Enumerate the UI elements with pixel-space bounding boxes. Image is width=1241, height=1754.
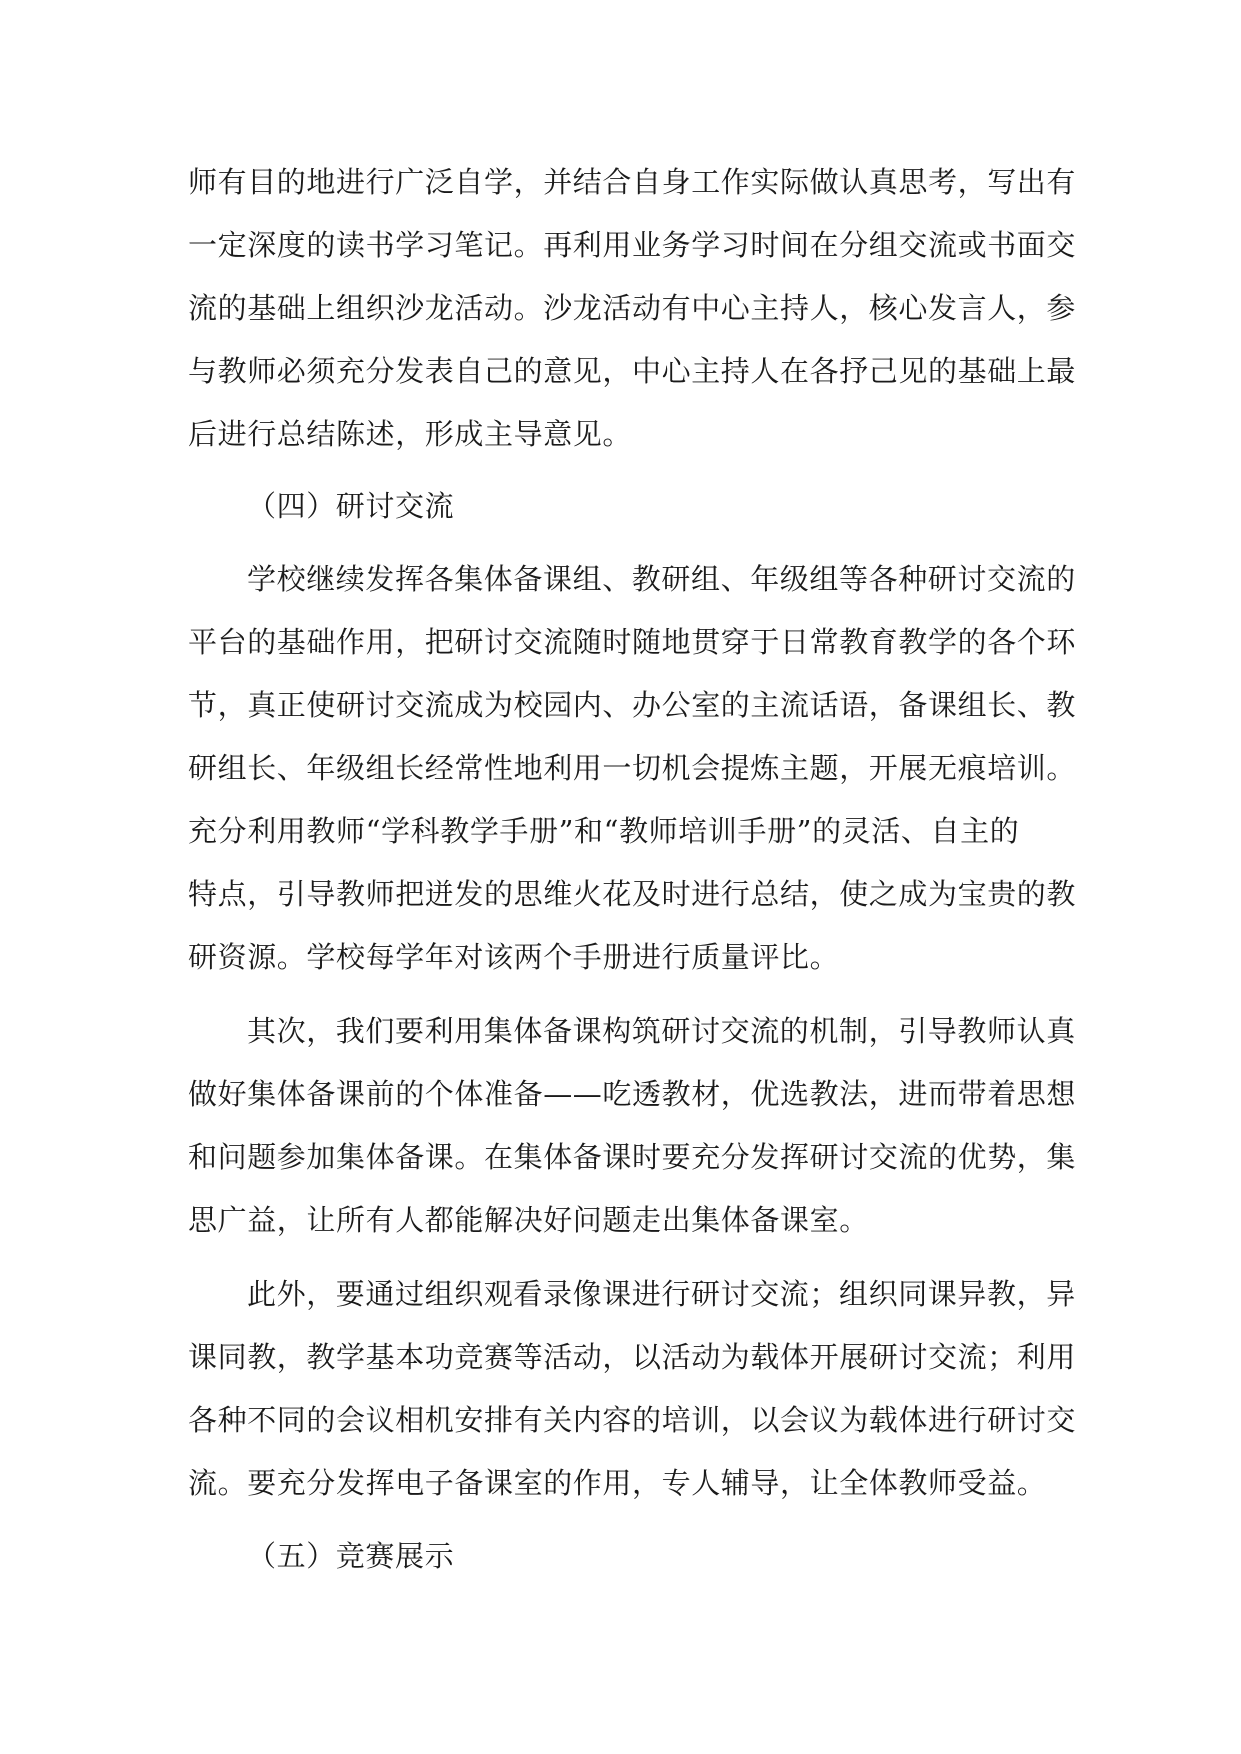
body-text-line: 其次，我们要利用集体备课构筑研讨交流的机制，引导教师认真 — [247, 1014, 1076, 1048]
body-text-line: 一定深度的读书学习笔记。再利用业务学习时间在分组交流或书面交 — [188, 228, 1077, 262]
body-text-line: 师有目的地进行广泛自学，并结合自身工作实际做认真思考，写出有 — [188, 165, 1077, 199]
section-heading: （五）竞赛展示 — [247, 1539, 455, 1573]
body-text-line: 平台的基础作用，把研讨交流随时随地贯穿于日常教育教学的各个环 — [188, 625, 1077, 659]
body-text-line: 流的基础上组织沙龙活动。沙龙活动有中心主持人，核心发言人，参 — [188, 291, 1077, 325]
body-text-line: 节，真正使研讨交流成为校园内、办公室的主流话语，备课组长、教 — [188, 688, 1077, 722]
section-heading: （四）研讨交流 — [247, 489, 455, 523]
body-text-line: 充分利用教师“学科教学手册”和“教师培训手册”的灵活、自主的 — [188, 814, 1020, 848]
body-text-line: 与教师必须充分发表自己的意见，中心主持人在各抒己见的基础上最 — [188, 354, 1077, 388]
body-text-line: 后进行总结陈述，形成主导意见。 — [188, 417, 633, 451]
body-text-line: 特点，引导教师把迸发的思维火花及时进行总结，使之成为宝贵的教 — [188, 877, 1077, 911]
body-text-line: 学校继续发挥各集体备课组、教研组、年级组等各种研讨交流的 — [247, 562, 1076, 596]
body-text-line: 流。要充分发挥电子备课室的作用，专人辅导，让全体教师受益。 — [188, 1466, 1047, 1500]
body-text-line: 研资源。学校每学年对该两个手册进行质量评比。 — [188, 940, 840, 974]
body-text-line: 思广益，让所有人都能解决好问题走出集体备课室。 — [188, 1203, 869, 1237]
body-text-line: 各种不同的会议相机安排有关内容的培训，以会议为载体进行研讨交 — [188, 1403, 1077, 1437]
body-text-line: 研组长、年级组长经常性地利用一切机会提炼主题，开展无痕培训。 — [188, 751, 1077, 785]
body-text-line: 做好集体备课前的个体准备——吃透教材，优选教法，进而带着思想 — [188, 1077, 1077, 1111]
body-text-line: 课同教，教学基本功竞赛等活动，以活动为载体开展研讨交流；利用 — [188, 1340, 1077, 1374]
body-text-line: 和问题参加集体备课。在集体备课时要充分发挥研讨交流的优势，集 — [188, 1140, 1077, 1174]
body-text-line: 此外，要通过组织观看录像课进行研讨交流；组织同课异教，异 — [247, 1277, 1076, 1311]
